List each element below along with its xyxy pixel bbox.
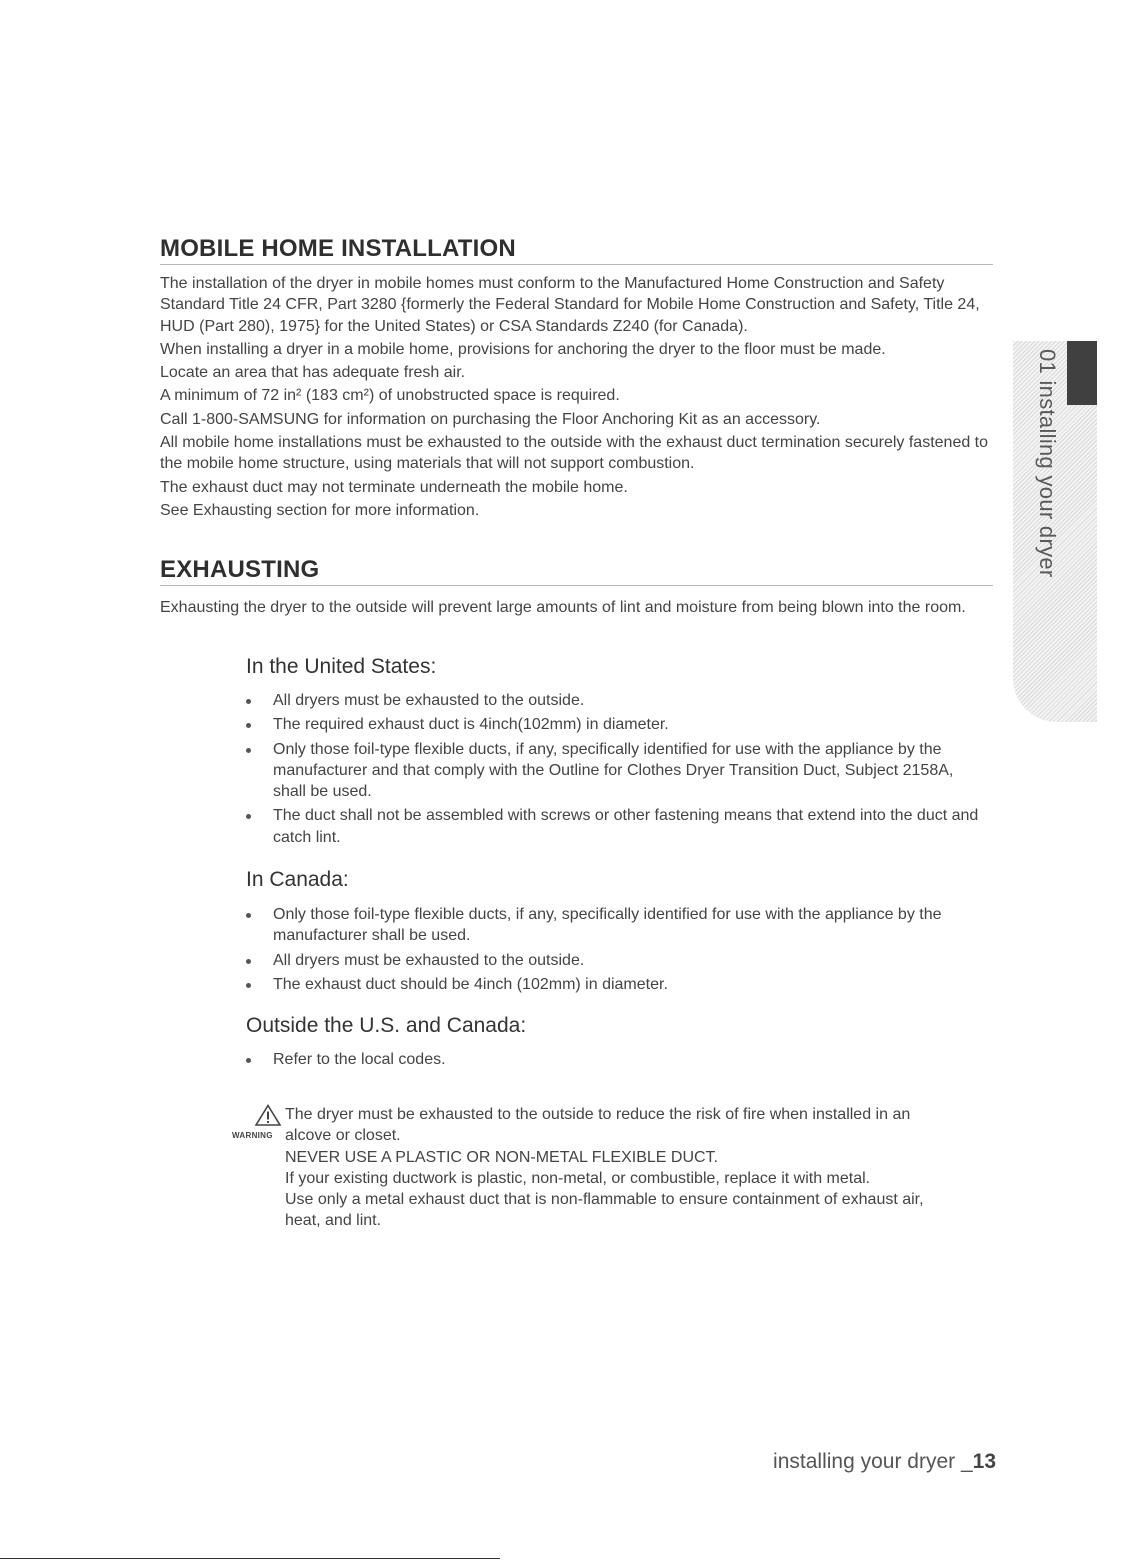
list-item: [246, 904, 986, 947]
list-item-text: All dryers must be exhausted to the outside.: [273, 951, 585, 969]
list-item-text: Only those foil-type flexible ducts, if any, specifically identified for use with the appliance by the manufacturer and that comply with the Outline for Clothes Dryer Transition Duct, Subject 2158A, shall be used.: [273, 740, 954, 801]
list-item: [246, 739, 986, 803]
side-tab-marker: [1067, 341, 1097, 405]
us-requirements-list: [246, 690, 986, 851]
paragraph: A minimum of 72 in² (183 cm²) of unobstructed space is required.: [160, 387, 620, 405]
list-item-text: Only those foil-type flexible ducts, if any, specifically identified for use with the appliance by the manufacturer shall be used.: [273, 906, 942, 945]
list-item-text: Refer to the local codes.: [273, 1051, 446, 1068]
list-item: [246, 714, 986, 735]
subheading-united-states: In the United States:: [246, 655, 437, 678]
list-item: [246, 974, 986, 995]
warning-line: alcove or closet.: [285, 1127, 401, 1145]
paragraph: When installing a dryer in a mobile home, provisions for anchoring the dryer to the floor must be made.: [160, 340, 886, 358]
bottom-rule: [0, 1558, 500, 1559]
chapter-side-tab: [1013, 341, 1097, 722]
bullet-icon: [246, 983, 251, 988]
canada-requirements-list: [246, 904, 986, 998]
list-item: [246, 805, 986, 848]
exhausting-intro: Exhausting the dryer to the outside will prevent large amounts of lint and moisture from being blown into the room.: [160, 599, 966, 616]
side-tab-label: 01 installing your dryer: [1035, 349, 1060, 578]
warning-line: If your existing ductwork is plastic, non-metal, or combustible, replace it with metal.: [285, 1169, 871, 1187]
bullet-icon: [246, 1058, 251, 1063]
paragraph: All mobile home installations must be exhausted to the outside with the exhaust duct termination securely fastened to the mobile home structure, using materials that will not support combustion.: [160, 434, 989, 473]
list-item: [246, 690, 986, 711]
warning-line: heat, and lint.: [285, 1212, 382, 1230]
paragraph: The installation of the dryer in mobile homes must conform to the Manufactured Home Construction and Safety Standard Title 24 CFR, Part 3280 {formerly the Federal Standard for Mobile Home Construction and Safety, Title 24, HUD (Part 280), 1975} for the United States) or CSA Standards Z240 (for Canada).: [160, 275, 980, 335]
bullet-icon: [246, 814, 251, 819]
paragraph: The exhaust duct may not terminate underneath the mobile home.: [160, 478, 628, 496]
warning-text: The dryer must be exhausted to the outside to reduce the risk of fire when installed in an: [285, 1106, 911, 1123]
list-item-text: The exhaust duct should be 4inch (102mm) in diameter.: [273, 975, 668, 993]
paragraph: Call 1-800-SAMSUNG for information on purchasing the Floor Anchoring Kit as an accessory.: [160, 410, 821, 428]
page-footer: [773, 1450, 996, 1474]
footer-text: installing your dryer _: [773, 1450, 973, 1473]
warning-line: Use only a metal exhaust duct that is non-flammable to ensure containment of exhaust air,: [285, 1191, 924, 1209]
bullet-icon: [246, 913, 251, 918]
warning-line: NEVER USE A PLASTIC OR NON-METAL FLEXIBLE DUCT.: [285, 1148, 718, 1166]
warning-lines: [285, 1125, 990, 1231]
list-item-text: All dryers must be exhausted to the outside.: [273, 692, 585, 709]
subheading-canada: In Canada:: [246, 868, 349, 891]
bullet-icon: [246, 699, 251, 704]
bullet-icon: [246, 959, 251, 964]
mobile-home-section: [160, 235, 993, 521]
warning-triangle-icon: [255, 1104, 281, 1126]
bullet-icon: [246, 748, 251, 753]
list-item-text: The required exhaust duct is 4inch(102mm) in diameter.: [273, 716, 669, 734]
exhausting-section: [160, 556, 993, 618]
list-item: [246, 950, 986, 971]
list-item-text: The duct shall not be assembled with screws or other fastening means that extend into the duct and catch lint.: [273, 807, 979, 846]
warning-label: WARNING: [232, 1131, 273, 1140]
section-title-mobile-home: MOBILE HOME INSTALLATION: [160, 235, 993, 265]
paragraph: See Exhausting section for more information.: [160, 501, 480, 519]
bullet-icon: [246, 723, 251, 728]
outside-requirements-list: [246, 1049, 986, 1073]
paragraph: Locate an area that has adequate fresh air.: [160, 364, 466, 382]
page-number: 13: [972, 1450, 996, 1473]
subheading-outside-us-canada: Outside the U.S. and Canada:: [246, 1014, 527, 1037]
section-title-exhausting: EXHAUSTING: [160, 556, 993, 586]
list-item: [246, 1049, 986, 1070]
